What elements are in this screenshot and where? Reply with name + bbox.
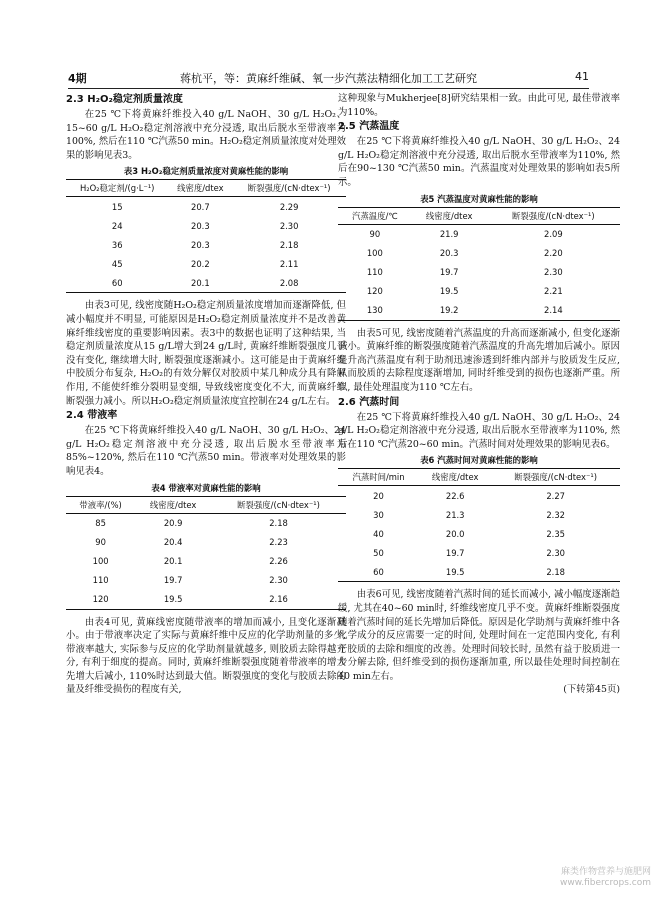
table-cell: 2.30	[546, 547, 565, 558]
table-cell: 20.1	[163, 556, 183, 566]
table-cell: 110	[92, 575, 109, 585]
table-cell: 2.23	[269, 537, 288, 547]
table-header: 断裂强度/(cN·dtex⁻¹)	[211, 496, 346, 513]
site-watermark	[560, 867, 651, 889]
table-row	[66, 273, 346, 293]
section-2-6-text: 在25 ℃下将黄麻纤维投入40 g/L NaOH、30 g/L H₂O₂、24 g/L H₂O₂稳定剂溶液中充分浸透, 取出后脱水至带液率为110%, 然后在110 ℃汽蒸20~60 min。汽蒸时间对处理效果的影响见表6。	[338, 411, 620, 450]
table-cell: 19.7	[163, 575, 183, 585]
table-3-caption: 表3 H₂O₂稳定剂质量浓度对黄麻性能的影响	[123, 166, 289, 177]
page-number: 41	[575, 70, 589, 83]
continued-on-note: (下转第45页)	[563, 684, 620, 696]
table-cell: 45	[111, 258, 123, 269]
table-row	[66, 235, 346, 254]
table-cell: 60	[338, 562, 419, 582]
table-cell: 2.29	[279, 201, 299, 212]
table-cell: 100	[366, 248, 383, 259]
table-6-caption: 表6 汽蒸时间对黄麻性能的影响	[420, 455, 538, 466]
table-row	[66, 513, 346, 533]
table-4	[66, 496, 346, 610]
table-cell: 2.30	[279, 220, 299, 231]
running-title: 蒋杭平，等：黄麻纤维碱、氧一步汽蒸法精细化加工工艺研究	[180, 72, 477, 85]
table-row	[338, 543, 620, 562]
section-2-6-heading: 2.6 汽蒸时间	[338, 396, 400, 408]
table-cell: 90	[369, 229, 381, 240]
table-cell: 2.08	[232, 273, 346, 293]
table-cell: 22.6	[445, 490, 465, 501]
table-3	[66, 179, 346, 293]
table-5-discussion: 由表5可见, 线密度随着汽蒸温度的升高而逐渐减小, 但变化逐渐减小。黄麻纤维的断裂强度随着汽蒸温度的升高先增加后减小。原因是升高汽蒸温度有利于助剂迅速渗透到纤维内部并与胶质发生反应, 从而胶质的去除程度逐渐增加, 同时纤维受到的损伤也逐渐严重。所以, 最佳处理温度为110 ℃左右。	[338, 327, 620, 393]
table-row	[338, 301, 620, 321]
section-2-4-text: 在25 ℃下将黄麻纤维投入40 g/L NaOH、30 g/L H₂O₂、24 g/L H₂O₂稳定剂溶液中充分浸透, 取出后脱水至带液率为85%~120%, 然后在110 ℃汽蒸50 min。带液率对处理效果的影响见表4。	[66, 425, 346, 477]
table-cell: 20.3	[191, 220, 210, 231]
table-cell: 30	[373, 509, 384, 520]
table-cell: 2.30	[544, 267, 563, 278]
table-row	[338, 562, 620, 582]
table-cell: 20.9	[163, 518, 183, 528]
table-cell: 2.16	[211, 590, 346, 610]
table-header: 断裂强度/(cN·dtex⁻¹)	[491, 469, 620, 486]
table-cell: 2.18	[491, 562, 620, 582]
table-cell: 19.2	[412, 301, 487, 321]
table-cell: 120	[66, 590, 135, 610]
watermark-url: www.fibercrops.com	[560, 878, 651, 888]
table-cell: 20.2	[191, 258, 210, 269]
section-2-5-text: 在25 ℃下将黄麻纤维投入40 g/L NaOH、30 g/L H₂O₂、24 g/L H₂O₂稳定剂溶液中充分浸透, 取出后脱水至带液率为110%, 然后在90~130 ℃汽蒸50 min。汽蒸温度对处理效果的影响如表5所示。	[338, 136, 620, 188]
table-4-caption: 表4 带液率对黄麻性能的影响	[151, 482, 261, 493]
table-cell: 2.20	[544, 248, 563, 259]
section-2-4-heading: 2.4 带液率	[66, 410, 118, 422]
table-cell: 20.3	[191, 239, 210, 250]
table-cell: 2.11	[279, 258, 299, 269]
table-cell: 100	[92, 556, 109, 566]
section-2-5-heading: 2.5 汽蒸温度	[338, 121, 400, 133]
table-header: 线密度/dtex	[419, 469, 491, 486]
table-row	[66, 197, 346, 217]
table-cell: 40	[373, 528, 384, 539]
table-cell: 19.5	[439, 286, 459, 297]
table-row	[338, 244, 620, 263]
table-cell: 36	[111, 239, 123, 250]
table-cell: 20.3	[439, 248, 459, 259]
table-cell: 21.9	[439, 229, 459, 240]
table-cell: 2.32	[546, 509, 565, 520]
table-cell: 20.7	[191, 201, 210, 212]
table-header: 线密度/dtex	[135, 496, 211, 513]
table-5-caption: 表5 汽蒸温度对黄麻性能的影响	[420, 193, 538, 204]
table-header: 断裂强度/(cN·dtex⁻¹)	[487, 207, 620, 224]
table-row	[66, 216, 346, 235]
continued-paragraph: 这种现象与Mukherjee[8]研究结果相一致。由此可见, 最佳带液率为110%。	[338, 93, 620, 118]
table-row	[338, 263, 620, 282]
table-cell: 20.0	[445, 528, 465, 539]
table-4-discussion: 由表4可见, 黄麻线密度随带液率的增加而减小, 且变化逐渐减小。由于带液率决定了实际与黄麻纤维中反应的化学助剂量的多少, 带液率越大, 实际参与反应的化学助剂量就越多, 则胶质去除得越充分, 有利于细度的提高。同时, 黄麻纤维断裂强度随着带液率的增大先增大后减小, 110%时达到最大值。断裂强度的变化与胶质去除的量及纤维受损伤的程度有关,	[66, 616, 346, 696]
table-cell: 20.4	[163, 537, 183, 547]
table-row	[66, 533, 346, 552]
section-2-3-text: 在25 ℃下将黄麻纤维投入40 g/L NaOH、30 g/L H₂O₂、15~60 g/L H₂O₂稳定剂溶液中充分浸透, 取出后脱水至带液率为100%, 然后在110 ℃汽蒸50 min。H₂O₂稳定剂质量浓度对处理效果的影响见表3。	[66, 109, 346, 161]
table-cell: 21.3	[445, 509, 465, 520]
table-header: 带液率/(%)	[66, 496, 135, 513]
table-cell: 2.18	[269, 518, 288, 528]
table-row	[66, 254, 346, 273]
table-cell: 90	[95, 537, 106, 547]
table-cell: 85	[95, 518, 106, 528]
table-cell: 19.5	[419, 562, 491, 582]
left-column	[66, 92, 346, 697]
table-row	[338, 486, 620, 506]
table-cell: 120	[366, 286, 383, 297]
table-header: H₂O₂稳定剂/(g·L⁻¹)	[66, 180, 168, 197]
table-row	[66, 571, 346, 590]
table-cell: 2.30	[269, 575, 288, 585]
table-cell: 19.7	[445, 547, 465, 558]
table-cell: 19.7	[439, 267, 459, 278]
table-header: 断裂强度/(cN·dtex⁻¹)	[232, 180, 346, 197]
table-cell: 2.18	[279, 239, 299, 250]
table-6	[338, 468, 620, 582]
table-cell: 15	[111, 201, 123, 212]
table-cell: 50	[373, 547, 384, 558]
table-cell: 20	[373, 490, 384, 501]
table-cell: 2.09	[544, 229, 563, 240]
table-row	[338, 282, 620, 301]
table-cell: 2.14	[487, 301, 620, 321]
right-column	[338, 92, 620, 697]
table-6-discussion: 由表6可见, 线密度随着汽蒸时间的延长而减小, 减小幅度逐渐趋缓, 尤其在40~60 min时, 纤维线密度几乎不变。黄麻纤维断裂强度随着汽蒸时间的延长先增加后降低。原因是化学助剂与黄麻纤维中各化学成分的反应需要一定的时间, 处理时间在一定范围内变化, 有利于胶质的去除和细度的改善。处理时间较长时, 虽然有益于胶质进一步分解去除, 但纤维受到的损伤逐渐加重, 所以最佳处理时间控制在40 min左右。	[338, 589, 620, 682]
table-row	[338, 505, 620, 524]
table-3-discussion: 由表3可见, 线密度随H₂O₂稳定剂质量浓度增加而逐渐降低, 但减小幅度并不明显, 可能原因是H₂O₂稳定剂质量浓度并不是改善黄麻纤维线密度的重要影响因素。表3中的数据也证明了这种结果, 当稳定剂质量浓度从15 g/L增大到24 g/L时, 黄麻纤维断裂强度几乎没有变化, 继续增大时, 断裂强度逐渐减小。这可能是由于黄麻纤维中胶质分布复杂, H₂O₂的有效分解仅对胶质中某几种成分具有降解作用, 不能使纤维分裂明显变细, 导致线密度变化不大, 而黄麻纤维断裂强力减小。所以H₂O₂稳定剂质量浓度宜控制在24 g/L左右。	[66, 300, 346, 407]
table-header: 汽蒸温度/℃	[338, 207, 412, 224]
table-cell: 2.21	[544, 286, 563, 297]
table-5	[338, 207, 620, 321]
table-cell: 20.1	[168, 273, 232, 293]
table-cell: 24	[111, 220, 123, 231]
table-header: 线密度/dtex	[412, 207, 487, 224]
table-row	[338, 224, 620, 244]
table-cell: 130	[338, 301, 412, 321]
running-header	[68, 70, 589, 89]
table-cell: 110	[366, 267, 383, 278]
table-cell: 60	[66, 273, 168, 293]
table-cell: 19.5	[135, 590, 211, 610]
table-header: 汽蒸时间/min	[338, 469, 419, 486]
table-cell: 2.35	[546, 528, 565, 539]
watermark-name: 麻类作物营养与施肥网	[560, 867, 651, 877]
table-row	[338, 524, 620, 543]
table-row	[66, 552, 346, 571]
table-cell: 2.27	[546, 490, 565, 501]
issue-label: 4期	[68, 72, 87, 85]
table-cell: 2.26	[269, 556, 288, 566]
section-2-3-heading: 2.3 H₂O₂稳定剂质量浓度	[66, 94, 183, 105]
table-header: 线密度/dtex	[168, 180, 232, 197]
table-row	[66, 590, 346, 610]
